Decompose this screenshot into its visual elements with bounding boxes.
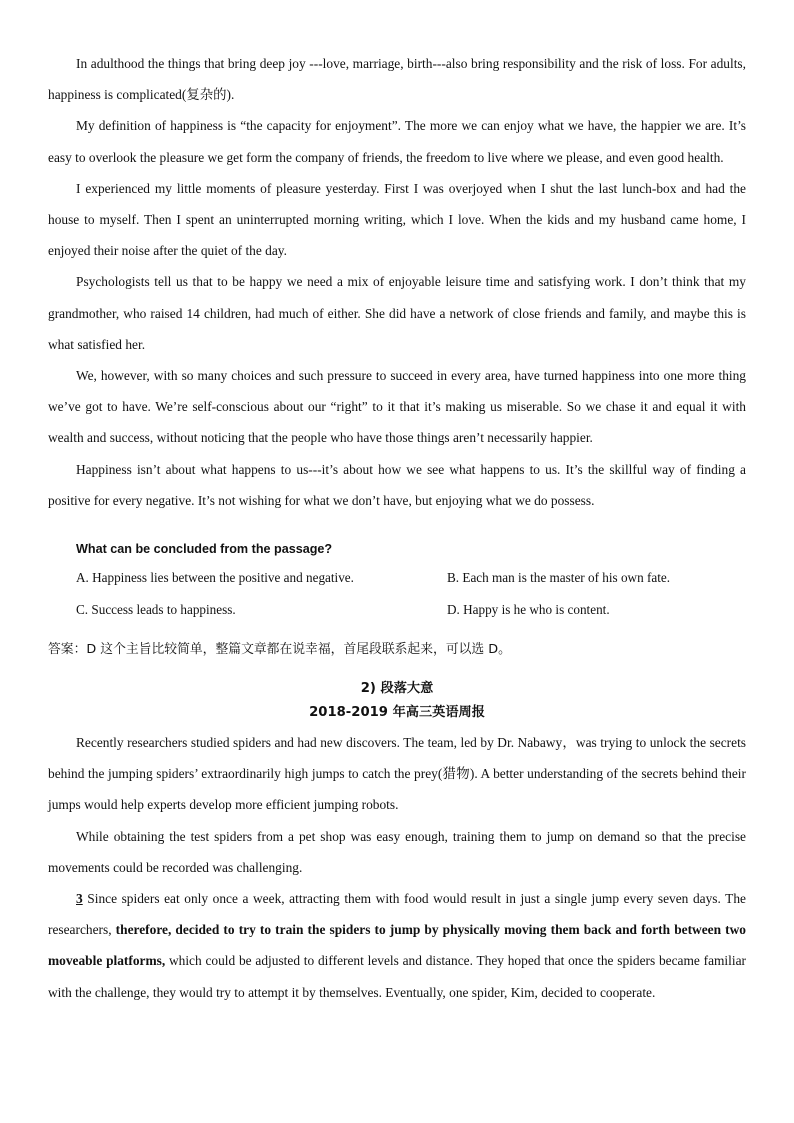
bold-text: therefore, decided to try to train the spiders to jump by physically moving them back and forth between two moveable platforms, <box>48 922 746 969</box>
answer-options <box>76 562 746 625</box>
passage-paragraph: Happiness isn’t about what happens to us---it’s about how we see what happens to us. It’s the skillful way of finding a positive for every negative. It’s not wishing for what we don’t have, but enjoying what we do possess. <box>48 461 746 508</box>
passage-paragraph: I experienced my little moments of pleasure yesterday. First I was overjoyed when I shut the last lunch-box and had the house to myself. Then I spent an uninterrupted morning writing, which I love. When the kids and my husband came home, I enjoyed their noise after the quiet of the day. <box>48 180 746 259</box>
paragraph-text: which could be adjusted to different levels and distance. They hoped that once the spiders became familiar with the challenge, they would try to attempt it by themselves. Eventually, one spider, Kim, decided to cooperate. <box>48 953 746 1000</box>
paragraph-text: Since spiders eat only once a week, attracting them with food would result in just a single jump every seven days. The researchers, <box>48 891 746 938</box>
option-c: C. Success leads to happiness. <box>76 601 236 617</box>
blank-number: 3 <box>76 891 83 907</box>
passage-paragraph: My definition of happiness is “the capacity for enjoyment”. The more we can enjoy what we have, the happier we are. It’s easy to overlook the pleasure we get form the company of friends, the freedom to live where we please, and even good health. <box>48 118 746 165</box>
passage-paragraph: While obtaining the test spiders from a pet shop was easy enough, training them to jump on demand so that the precise movements could be recorded was challenging. <box>48 828 746 875</box>
question-stem: What can be concluded from the passage? <box>76 542 333 557</box>
section-source: 2018-2019 年高三英语周报 <box>309 705 485 721</box>
answer-text: 答案：D 这个主旨比较简单，整篇文章都在说幸福，首尾段联系起来，可以选 D。 <box>48 642 511 658</box>
section-heading <box>48 677 746 725</box>
option-a: A. Happiness lies between the positive and negative. <box>76 570 354 586</box>
passage-2 <box>48 727 746 1008</box>
answer-explanation <box>48 635 746 665</box>
passage-paragraph: We, however, with so many choices and such pressure to succeed in every area, have turned happiness into one more thing we’ve got to have. We’re self-conscious about our “right” to it that it’s making us miserable. So we chase it and equal it with wealth and success, without noticing that the people who have those things aren’t necessarily happier. <box>48 368 746 446</box>
passage-paragraph: In adulthood the things that bring deep joy ---love, marriage, birth---also bring responsibility and the risk of loss. For adults, happiness is complicated(复杂的). <box>48 56 746 103</box>
passage-paragraph: Psychologists tell us that to be happy we need a mix of enjoyable leisure time and satisfying work. I don’t think that my grandmother, who raised 14 children, had much of either. She did have a network of close friends and family, and maybe this is what satisfied her. <box>48 274 746 352</box>
passage-paragraph-with-blank <box>48 883 746 1008</box>
document-page <box>48 48 746 1008</box>
option-b: B. Each man is the master of his own fate. <box>447 570 671 586</box>
passage-paragraph: Recently researchers studied spiders and had new discovers. The team, led by Dr. Nabawy，was trying to unlock the secrets behind the jumping spiders’ extraordinarily high jumps to catch the prey(猎物). A better understanding of the secrets behind their jumps would help experts develop more efficient jumping robots. <box>48 735 746 813</box>
option-d: D. Happy is he who is content. <box>447 601 610 617</box>
passage-1 <box>48 48 746 516</box>
question-block <box>48 536 746 625</box>
section-title: 2) 段落大意 <box>360 681 434 697</box>
